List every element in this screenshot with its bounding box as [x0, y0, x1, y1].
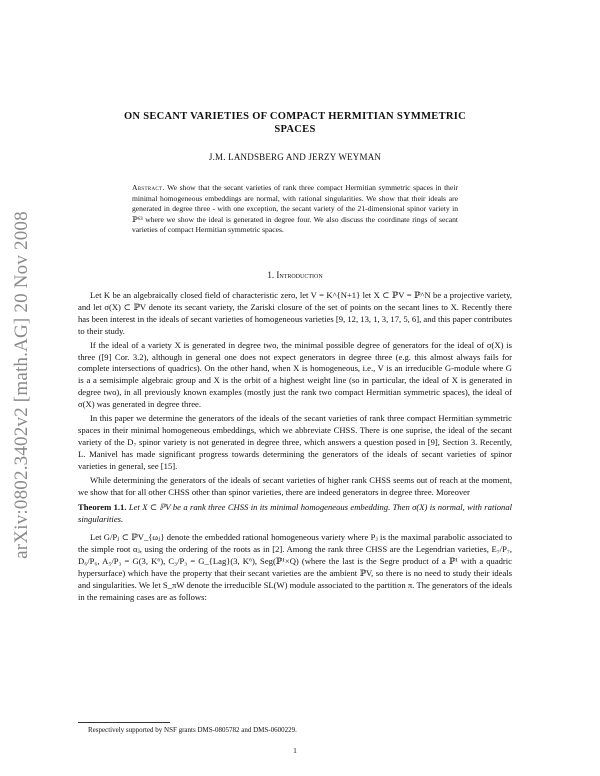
abstract-label: Abstract. — [132, 183, 165, 192]
theorem-label: Theorem 1.1. — [78, 502, 127, 513]
title-line-1: ON SECANT VARIETIES OF COMPACT HERMITIAN SYMMETRIC — [123, 111, 467, 122]
paragraph: Let K be an algebraically closed field of characteristic zero, let V = K^{N+1} let X ⊂ ℙV = ℙ^N be a projective variety, and let σ(X) ⊂ ℙV denote its secant variety, the Zariski closure of the set of points on the secant lines to X. Recently there has been interest in the ideals of secant varieties of homogeneous varieties [9, 12, 13, 1, 3, 17, 5, 6], and this paper contributes to their study. — [78, 290, 512, 336]
footnote: Respectively supported by NSF grants DMS-0805782 and DMS-0600229. — [88, 726, 297, 734]
arxiv-stamp — [2, 170, 42, 600]
paragraph: In this paper we determine the generators of the ideals of the secant varieties of rank three compact Hermitian symmetric spaces in their minimal homogeneous embeddings, which we abbreviate CHSS. There is one suprise, the ideal of the secant variety of the D₇ spinor variety is not generated in degree three, which answers a question posed in [9], Section 3. Recently, L. Manivel has made significant progress towards determining the generators of the ideals of secant varieties of spinor varieties in general, see [15]. — [78, 413, 512, 471]
theorem-1-1 — [78, 502, 512, 526]
title-line-2: SPACES — [274, 124, 316, 135]
abstract — [132, 183, 458, 236]
section-number: 1. — [267, 270, 275, 280]
footnote-divider — [78, 722, 170, 723]
theorem-text: Let X ⊂ ℙV be a rank three CHSS in its minimal homogeneous embedding. Then σ(X) is normal, with rational singularities. — [78, 502, 512, 525]
paragraph: If the ideal of a variety X is generated in degree two, the minimal possible degree of generators for the ideal of σ(X) is three ([9] Cor. 3.2), although in general one does not expect generators in degree three (e.g. this almost always fails for complete intersections of quadrics). On the other hand, when X is homogeneous, i.e., V is an irreducible G-module where G is a a semisimple algebraic group and X is the orbit of a highest weight line (so in particular, the ideal of X is generated in degree two), in all previously known examples (mostly just the rank two compact Hermitian symmetric spaces), the ideal of σ(X) was generated in degree three. — [78, 339, 512, 410]
page-number: 1 — [293, 746, 297, 755]
paragraph: While determining the generators of the ideals of secant varieties of higher rank CHSS seems out of reach at the moment, we show that for all other CHSS other than spinor varieties, there are indeed generators in degree three. Moreover — [78, 474, 512, 497]
paragraph: Let G/Pⱼ ⊂ ℙV_{ωⱼ} denote the embedded rational homogeneous variety where Pⱼ is the maximal parabolic associated to the simple root αⱼ, using the ordering of the roots as in [2]. Among the rank three CHSS are the Legendrian varieties, E₇/P₇, D₆/P₆, A₅/P₃ = G(3, K⁶), C₃/P₃ = G_{Lag}(3, K⁶), Seg(ℙ¹×Q) (where the last is the Segre product of a ℙ¹ with a quadric hypersurface) which have the property that their secant varieties are the ambient ℙV, so there is no need to study their ideals and singularities. We let S_πW denote the irreducible SL(W) module associated to the partition π. The generators of the ideals in the remaining cases are as follows: — [78, 532, 512, 602]
section-heading — [78, 270, 512, 280]
abstract-text: We show that the secant varieties of rank three compact Hermitian symmetric spaces in their minimal homogeneous embeddings are normal, with rational singularities. We show that their ideals are generated in degree three - with one exception, the secant variety of the 21-dimensional spinor variety in ℙ⁶³ where we show the ideal is generated in degree four. We also discuss the coordinate rings of secant varieties of compact Hermitian symmetric spaces. — [132, 183, 458, 235]
arxiv-stamp-text: arXiv:0802.3402v2 [math.AG] 20 Nov 2008 — [11, 211, 32, 559]
section-title: Introduction — [276, 270, 323, 280]
authors: J.M. LANDSBERG AND JERZY WEYMAN — [208, 152, 382, 162]
body-text — [78, 290, 512, 606]
paper-title — [78, 110, 512, 136]
